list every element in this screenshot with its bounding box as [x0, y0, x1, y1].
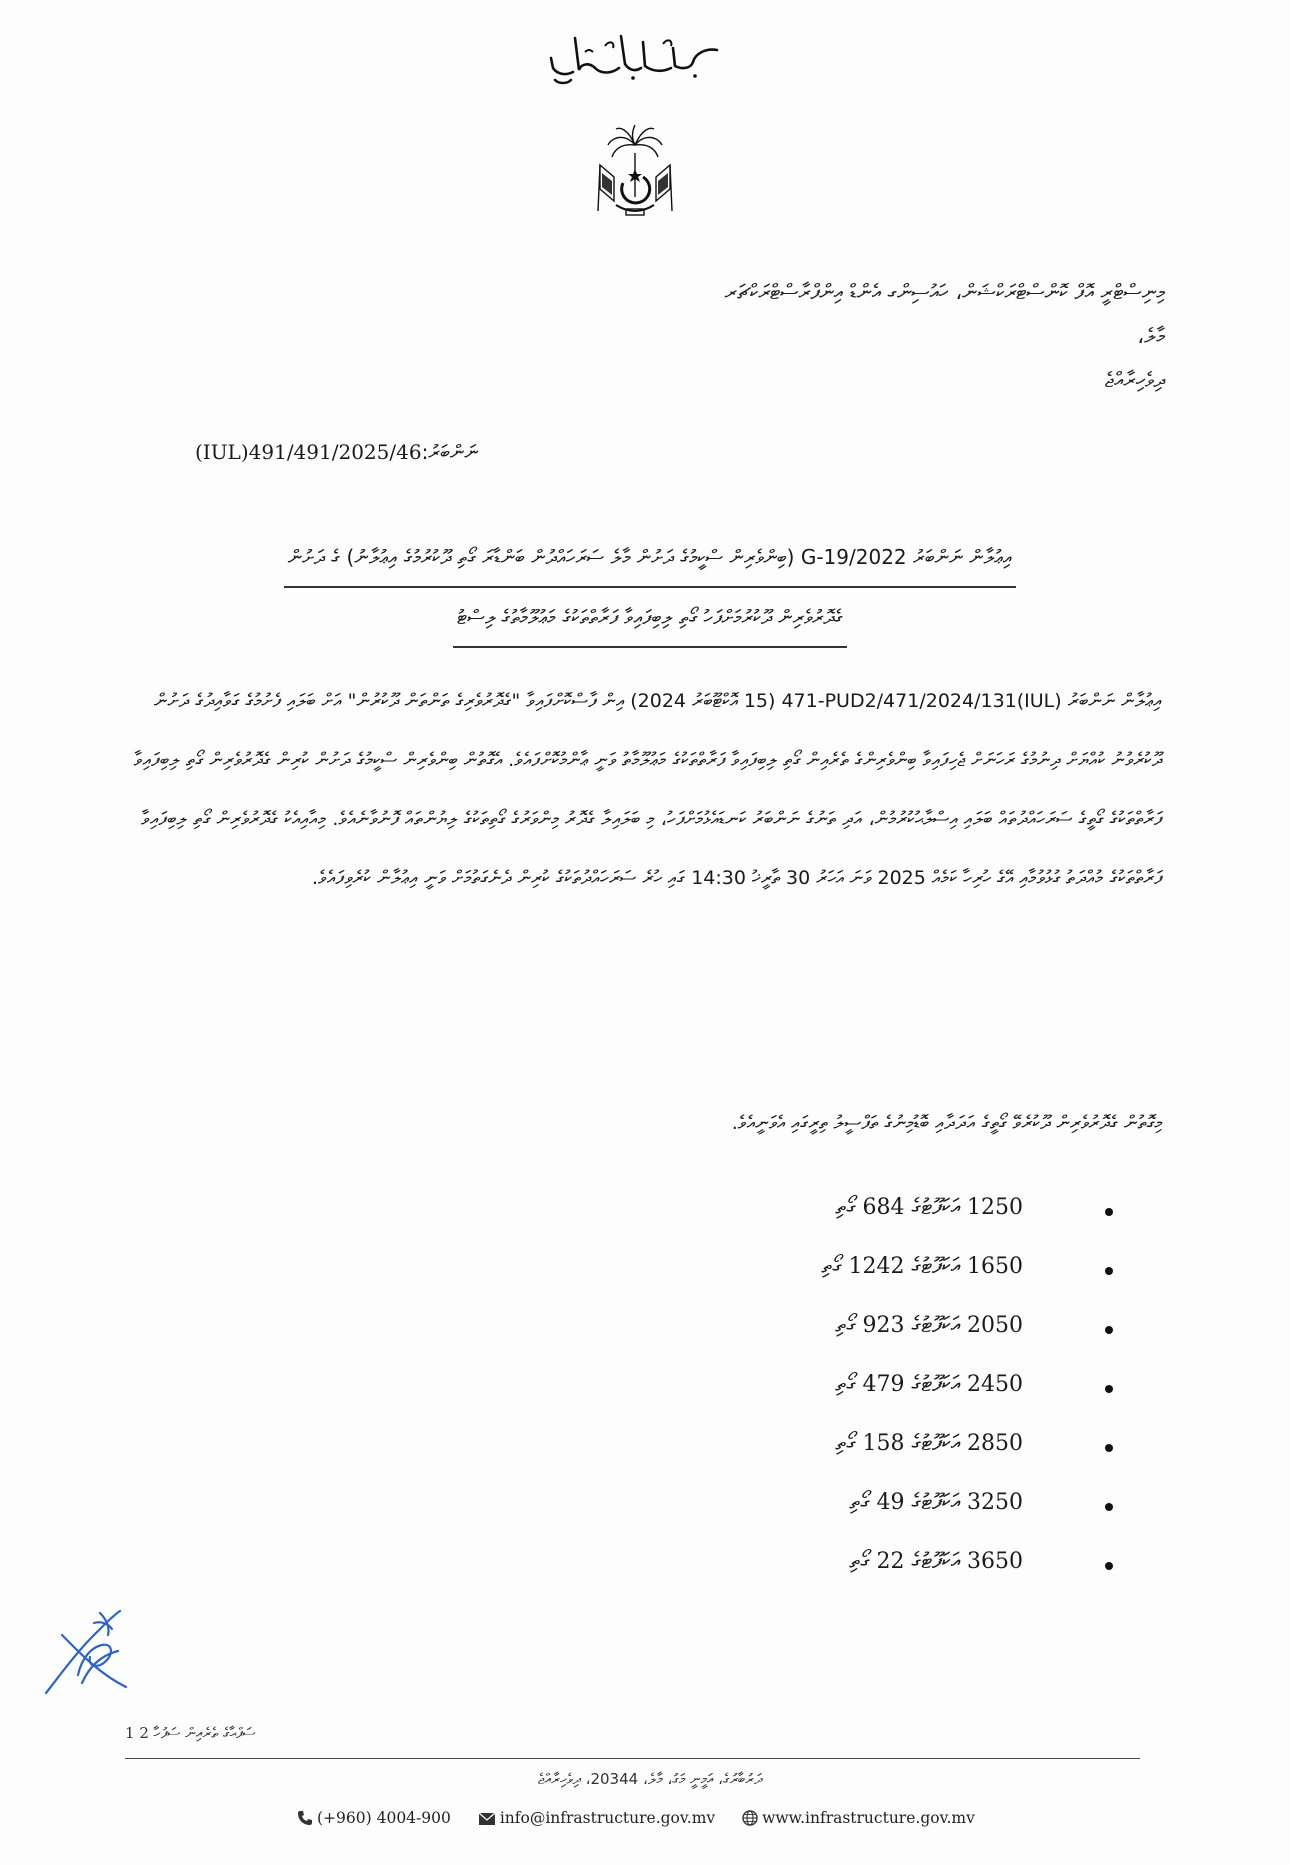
- reference-value: (IUL)491/491/2025/46: [195, 440, 422, 464]
- footer-phone: (+960) 4004-900: [297, 1809, 451, 1827]
- letter-body: [127, 672, 1162, 908]
- bullet-icon: [1105, 1444, 1113, 1452]
- plot-list-intro: މިގޮތުން ގެދޮރުވެރިން ދޫކުރެވޭ ގޯތީގެ އަދަދާއި ބޮޑުމިނުގެ ތަފްސީލު ތިރީގައި އެވަނީއެވެ.: [731, 1112, 1162, 1134]
- recipient-line: މާލެ،: [1137, 324, 1165, 348]
- footer-email: info@infrastructure.gov.mv: [478, 1809, 715, 1827]
- bullet-icon: [1105, 1385, 1113, 1393]
- reference-label: ނަންބަރު:: [421, 440, 479, 464]
- bullet-icon: [1105, 1562, 1113, 1570]
- bullet-icon: [1105, 1267, 1113, 1275]
- letter-page: މިނިސްޓްރީ އޮފް ކޮންސްޓްރަކްޝަން، ހައުސިންގ އެންޑް އިންފްރާސްޓްރަކްޗަރ މާލެ، ދިވެހިރާއްޖެ (IUL)491/491/2025/46ނަންބަރު: އިޢުލާން ނަންބަރު 2022/G-19 (ބިންވެރިން ސްކީމުގެ ދަށުން މާލެ ސަރަހައްދުން ބަންޑާރަ ގޯތި ދޫކުރުމުގެ އިޢުލާނު) ގެ ދަށުން ގެދޮރުވެރިން ދޫކުރުމަށްފަހު ގޯތި ލިބިފައިވާ ފަރާތްތަކުގެ މަޢުލޫމާތުގެ ލިސްޓު އިޢުލާން ނަންބަރު (IUL)471-PUD2/471/2024/131 (15 އޮކްޓޫބަރު 2024) އިން ފާސްކޮށްފައިވާ "ގެދޮރުވެރިގެ ތަންތަން ދޫކުރުން" އަށް ބަލައި ފެށުމުގެ ގަވާއިދުގެ ދަށުން ދޫކުރެވުނު ކުއްޔަށް ދިނުމުގެ ރަހަނަށް ޖެހިފައިވާ ބިންވެރިންގެ ތެރެއިން ގޯތި ލިބިފައިވާ ފަރާތްތަކުގެ މަޢުލޫމާތު ވަނީ ޢާންމުކޮށްފައެވެ. އެގޮތުން ބިންވެރިން ސްކީމުގެ ދަށުން ކުރިން ގެދޮރުވެރިން ގޯތި ލިބިފައިވާ ފަރާތްތަކުގެ ގޯތީގެ ސަރަހައްދުތައް ބަލައި އިސްލާޙުކުރުމުން، އަދި ތަނުގެ ނަންބަރު ކަނޑައެޅުމަށްފަހު، މި ބަލައިލާ ގެދޮރު މިންވަރުގެ ގޯތިތަކުގެ ލިޔުންތައް ފޮނުވާނެއެވެ. މިއާއިއެކު ގެދޮރުވެރިން ގޯތި ލިބިފައިވާ ފަރާތްތަކުގެ މުއްދަތު ގުޅުވުމާއި އޭގެ ހުރިހާ ކަމެއް 2025 ވަނަ އަހަރު 30 ތާރީޚު 14:30 ގައި ހުރެ ސަރަހައްދުތަކުގެ ކުރިން ދެނެގަތުމަށް ވަނީ އިޢުލާން ކުރެވިފައެވެ. މިގޮތުން ގެދޮރުވެރިން ދޫކުރެވޭ ގޯތީގެ އަދަދާއި ބޮޑުމިނުގެ ތަފްސީލު ތިރީގައި އެވަނީއެވެ. 1250 އަކަފޫޓުގެ 684 ގޯތި 1650 އަކަފޫޓުގެ 1242 ގޯތި 2050 އަކަފޫޓުގެ 923 ގޯތި 2450 އަކަފޫޓުގެ 479 ގޯތި 2850 އަކަފޫޓުގެ 158 ގޯތި 3250 އަކަފޫޓުގެ 49 ގޯތި 3650 އަކަފޫޓުގެ 22 ގޯތި 1 ސަފްޙާގެ ތެރެއިން ސަފުހާ 2 ދަރުބާރުގެ، އަމީނީ މަގު، މާލެ، 20344، ދިވެހިރާއްޖެ (+960) 4004-900 info@infrastructure.gov.mv www.infrastructure.gov.mv: [0, 0, 1290, 1865]
- page-current: 1: [125, 1724, 135, 1742]
- reference-number: [195, 440, 478, 464]
- basmala-calligraphy: [545, 28, 725, 88]
- state-emblem: [590, 125, 680, 225]
- letter-subject: [150, 528, 1150, 648]
- email-icon: [478, 1812, 496, 1826]
- subject-line-1: އިޢުލާން ނަންބަރު 2022/G-19 (ބިންވެރިން ސްކީމުގެ ދަށުން މާލެ ސަރަހައްދުން ބަންޑާރަ ގޯތި ދޫކުރުމުގެ އިޢުލާނު) ގެ ދަށުން: [284, 528, 1016, 588]
- phone-icon: [297, 1810, 313, 1826]
- page-total: 2: [139, 1724, 149, 1742]
- recipient-line: މިނިސްޓްރީ އޮފް ކޮންސްޓްރަކްޝަން، ހައުސިންގ އެންޑް އިންފްރާސްޓްރަކްޗަރ: [724, 280, 1165, 304]
- recipient-line: ދިވެހިރާއްޖެ: [1104, 368, 1165, 392]
- signature: [42, 1605, 142, 1700]
- bullet-icon: [1105, 1326, 1113, 1334]
- globe-icon: [742, 1810, 758, 1826]
- bullet-icon: [1105, 1503, 1113, 1511]
- bullet-icon: [1105, 1208, 1113, 1216]
- recipient-block: [465, 270, 1165, 402]
- body-paragraph: އިޢުލާން ނަންބަރު (IUL)471-PUD2/471/2024/131 (15 އޮކްޓޫބަރު 2024) އިން ފާސްކޮށްފައިވާ "ގެދޮރުވެރިގެ ތަންތަން ދޫކުރުން" އަށް ބަލައި ފެށުމުގެ ގަވާއިދުގެ ދަށުން ދޫކުރެވުނު ކުއްޔަށް ދިނުމުގެ ރަހަނަށް ޖެހިފައިވާ ބިންވެރިންގެ ތެރެއިން ގޯތި ލިބިފައިވާ ފަރާތްތަކުގެ މަޢުލޫމާތު ވަނީ ޢާންމުކޮށްފައެވެ. އެގޮތުން ބިންވެރިން ސްކީމުގެ ދަށުން ކުރިން ގެދޮރުވެރިން ގޯތި ލިބިފައިވާ ފަރާތްތަކުގެ ގޯތީގެ ސަރަހައްދުތައް ބަލައި އިސްލާޙުކުރުމުން، އަދި ތަނުގެ ނަންބަރު ކަނޑައެޅުމަށްފަހު، މި ބަލައިލާ ގެދޮރު މިންވަރުގެ ގޯތިތަކުގެ ލިޔުންތައް ފޮނުވާނެއެވެ. މިއާއިއެކު ގެދޮރުވެރިން ގޯތި ލިބިފައިވާ ފަރާތްތަކުގެ މުއްދަތު ގުޅުވުމާއި އޭގެ ހުރިހާ ކަމެއް 2025 ވަނަ އަހަރު 30 ތާރީޚު 14:30 ގައި ހުރެ ސަރަހައްދުތަކުގެ ކުރިން ދެނެގަތުމަށް ވަނީ އިޢުލާން ކުރެވިފައެވެ.: [133, 690, 1162, 889]
- footer-address: ދަރުބާރުގެ، އަމީނީ މަގު، މާލެ، 20344، ދިވެހިރާއްޖެ: [537, 1770, 763, 1788]
- footer-contacts: [297, 1808, 997, 1827]
- footer-website: www.infrastructure.gov.mv: [742, 1809, 975, 1827]
- page-indicator: [125, 1724, 256, 1742]
- subject-line-2: ގެދޮރުވެރިން ދޫކުރުމަށްފަހު ގޯތި ލިބިފައިވާ ފަރާތްތަކުގެ މަޢުލޫމާތުގެ ލިސްޓު: [453, 588, 847, 648]
- page-label: ސަފްޙާގެ ތެރެއިން ސަފުހާ: [153, 1724, 256, 1742]
- footer-divider: [125, 1758, 1140, 1759]
